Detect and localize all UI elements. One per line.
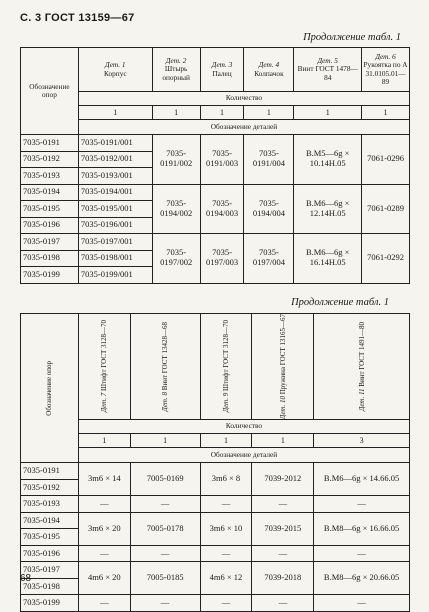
col-header-det6: Дет. 6 Рукоятка по А 31.0105.01—89 xyxy=(362,48,410,92)
det3-cell: 7035-0197/003 xyxy=(200,234,244,284)
page-header-standard: С. 3 ГОСТ 13159—67 xyxy=(20,12,135,24)
table-row-designation: 7035-0195 xyxy=(21,201,79,218)
dash-cell: — xyxy=(314,595,410,612)
det8-cell: 7005-0185 xyxy=(130,562,200,595)
designation-header: Обозначение опор xyxy=(21,48,79,135)
quantity-label: Количество xyxy=(78,92,409,106)
det1-cell: 7035-0195/001 xyxy=(78,201,152,218)
det6-cell: 7061-0296 xyxy=(362,135,410,185)
qty-cell: 1 xyxy=(244,106,294,120)
table-row-designation: 7035-0199 xyxy=(21,595,79,612)
qty-cell: 1 xyxy=(78,434,130,448)
det1-cell: 7035-0194/001 xyxy=(78,184,152,201)
det2-cell: 7035-0197/002 xyxy=(152,234,200,284)
table-row-designation: 7035-0197 xyxy=(21,234,79,251)
det3-cell: 7035-0191/003 xyxy=(200,135,244,185)
det4-cell: 7035-0194/004 xyxy=(244,184,294,234)
det10-cell: 7039-2015 xyxy=(252,512,314,545)
det1-cell: 7035-0198/001 xyxy=(78,250,152,267)
det1-cell: 7035-0197/001 xyxy=(78,234,152,251)
dash-cell: — xyxy=(252,496,314,513)
det9-cell: 4m6 × 12 xyxy=(200,562,252,595)
qty-cell: 1 xyxy=(200,106,244,120)
qty-cell: 1 xyxy=(200,434,252,448)
quantity-label: Количество xyxy=(78,420,409,434)
table-continuation-caption-2: Продолжение табл. 1 xyxy=(291,297,389,308)
page-number: 68 xyxy=(20,573,32,584)
det9-cell: 3m6 × 8 xyxy=(200,463,252,496)
table-row-designation: 7035-0196 xyxy=(21,545,79,562)
qty-cell: 1 xyxy=(78,106,152,120)
table-row-designation: 7035-0195 xyxy=(21,529,79,546)
det3-cell: 7035-0194/003 xyxy=(200,184,244,234)
col-header-det11: Дет. 11 Винт ГОСТ 1491—80 xyxy=(314,314,410,420)
col-header-det10: Дет. 10 Пружина ГОСТ 13165—67 xyxy=(252,314,314,420)
det5-cell: В.М5—6g × 10.14Н.05 xyxy=(294,135,362,185)
dash-cell: — xyxy=(200,595,252,612)
table-row-designation: 7035-0192 xyxy=(21,479,79,496)
det9-cell: 3m6 × 10 xyxy=(200,512,252,545)
det11-cell: В.М8—6g × 20.66.05 xyxy=(314,562,410,595)
col-header-det1: Дет. 1 Корпус xyxy=(78,48,152,92)
dash-cell: — xyxy=(78,595,130,612)
dash-cell: — xyxy=(78,545,130,562)
col-header-det9: Дет. 9 Штифт ГОСТ 3128—70 xyxy=(200,314,252,420)
table-row-designation: 7035-0194 xyxy=(21,184,79,201)
dash-cell: — xyxy=(200,545,252,562)
col-header-det3: Дет. 3 Палец xyxy=(200,48,244,92)
det11-cell: В.М8—6g × 16.66.05 xyxy=(314,512,410,545)
det1-cell: 7035-0191/001 xyxy=(78,135,152,152)
table-row-designation: 7035-0199 xyxy=(21,267,79,284)
det1-cell: 7035-0196/001 xyxy=(78,217,152,234)
det6-cell: 7061-0292 xyxy=(362,234,410,284)
det1-cell: 7035-0193/001 xyxy=(78,168,152,185)
parts-designation-label: Обозначение деталей xyxy=(78,120,409,135)
det7-cell: 3m6 × 14 xyxy=(78,463,130,496)
table-row-designation: 7035-0192 xyxy=(21,151,79,168)
qty-cell: 1 xyxy=(152,106,200,120)
qty-cell: 3 xyxy=(314,434,410,448)
parts-designation-label: Обозначение деталей xyxy=(78,448,409,463)
dash-cell: — xyxy=(130,496,200,513)
qty-cell: 1 xyxy=(362,106,410,120)
table-continuation-caption: Продолжение табл. 1 xyxy=(303,32,401,43)
det4-cell: 7035-0191/004 xyxy=(244,135,294,185)
table-row-designation: 7035-0198 xyxy=(21,250,79,267)
det10-cell: 7039-2018 xyxy=(252,562,314,595)
table-row-designation: 7035-0193 xyxy=(21,168,79,185)
det5-cell: В.М6—6g × 12.14Н.05 xyxy=(294,184,362,234)
det2-cell: 7035-0194/002 xyxy=(152,184,200,234)
det1-cell: 7035-0199/001 xyxy=(78,267,152,284)
dash-cell: — xyxy=(78,496,130,513)
dash-cell: — xyxy=(252,595,314,612)
qty-cell: 1 xyxy=(130,434,200,448)
dash-cell: — xyxy=(252,545,314,562)
det8-cell: 7005-0169 xyxy=(130,463,200,496)
table-2 xyxy=(20,313,410,612)
table-row-designation: 7035-0198 xyxy=(21,578,79,595)
dash-cell: — xyxy=(130,545,200,562)
qty-cell: 1 xyxy=(294,106,362,120)
table-row-designation: 7035-0194 xyxy=(21,512,79,529)
det2-cell: 7035-0191/002 xyxy=(152,135,200,185)
table-row-designation: 7035-0196 xyxy=(21,217,79,234)
table-row-designation: 7035-0193 xyxy=(21,496,79,513)
det8-cell: 7005-0178 xyxy=(130,512,200,545)
det7-cell: 3m6 × 20 xyxy=(78,512,130,545)
det4-cell: 7035-0197/004 xyxy=(244,234,294,284)
table-row-designation: 7035-0197 xyxy=(21,562,79,579)
det7-cell: 4m6 × 20 xyxy=(78,562,130,595)
table-1 xyxy=(20,47,410,284)
dash-cell: — xyxy=(314,545,410,562)
det1-cell: 7035-0192/001 xyxy=(78,151,152,168)
dash-cell: — xyxy=(130,595,200,612)
col-header-det4: Дет. 4 Колпачок xyxy=(244,48,294,92)
table-row-designation: 7035-0191 xyxy=(21,463,79,480)
col-header-det8: Дет. 8 Винт ГОСТ 13428—68 xyxy=(130,314,200,420)
designation-header: Обозначение опор xyxy=(21,314,79,463)
det10-cell: 7039-2012 xyxy=(252,463,314,496)
det5-cell: В.М6—6g × 16.14Н.05 xyxy=(294,234,362,284)
table-row-designation: 7035-0191 xyxy=(21,135,79,152)
det6-cell: 7061-0289 xyxy=(362,184,410,234)
col-header-det2: Дет. 2 Штырь опорный xyxy=(152,48,200,92)
det11-cell: В.М6—6g × 14.66.05 xyxy=(314,463,410,496)
col-header-det5: Дет. 5 Винт ГОСТ 1478—84 xyxy=(294,48,362,92)
dash-cell: — xyxy=(314,496,410,513)
col-header-det7: Дет. 7 Штифт ГОСТ 3128—70 xyxy=(78,314,130,420)
qty-cell: 1 xyxy=(252,434,314,448)
dash-cell: — xyxy=(200,496,252,513)
